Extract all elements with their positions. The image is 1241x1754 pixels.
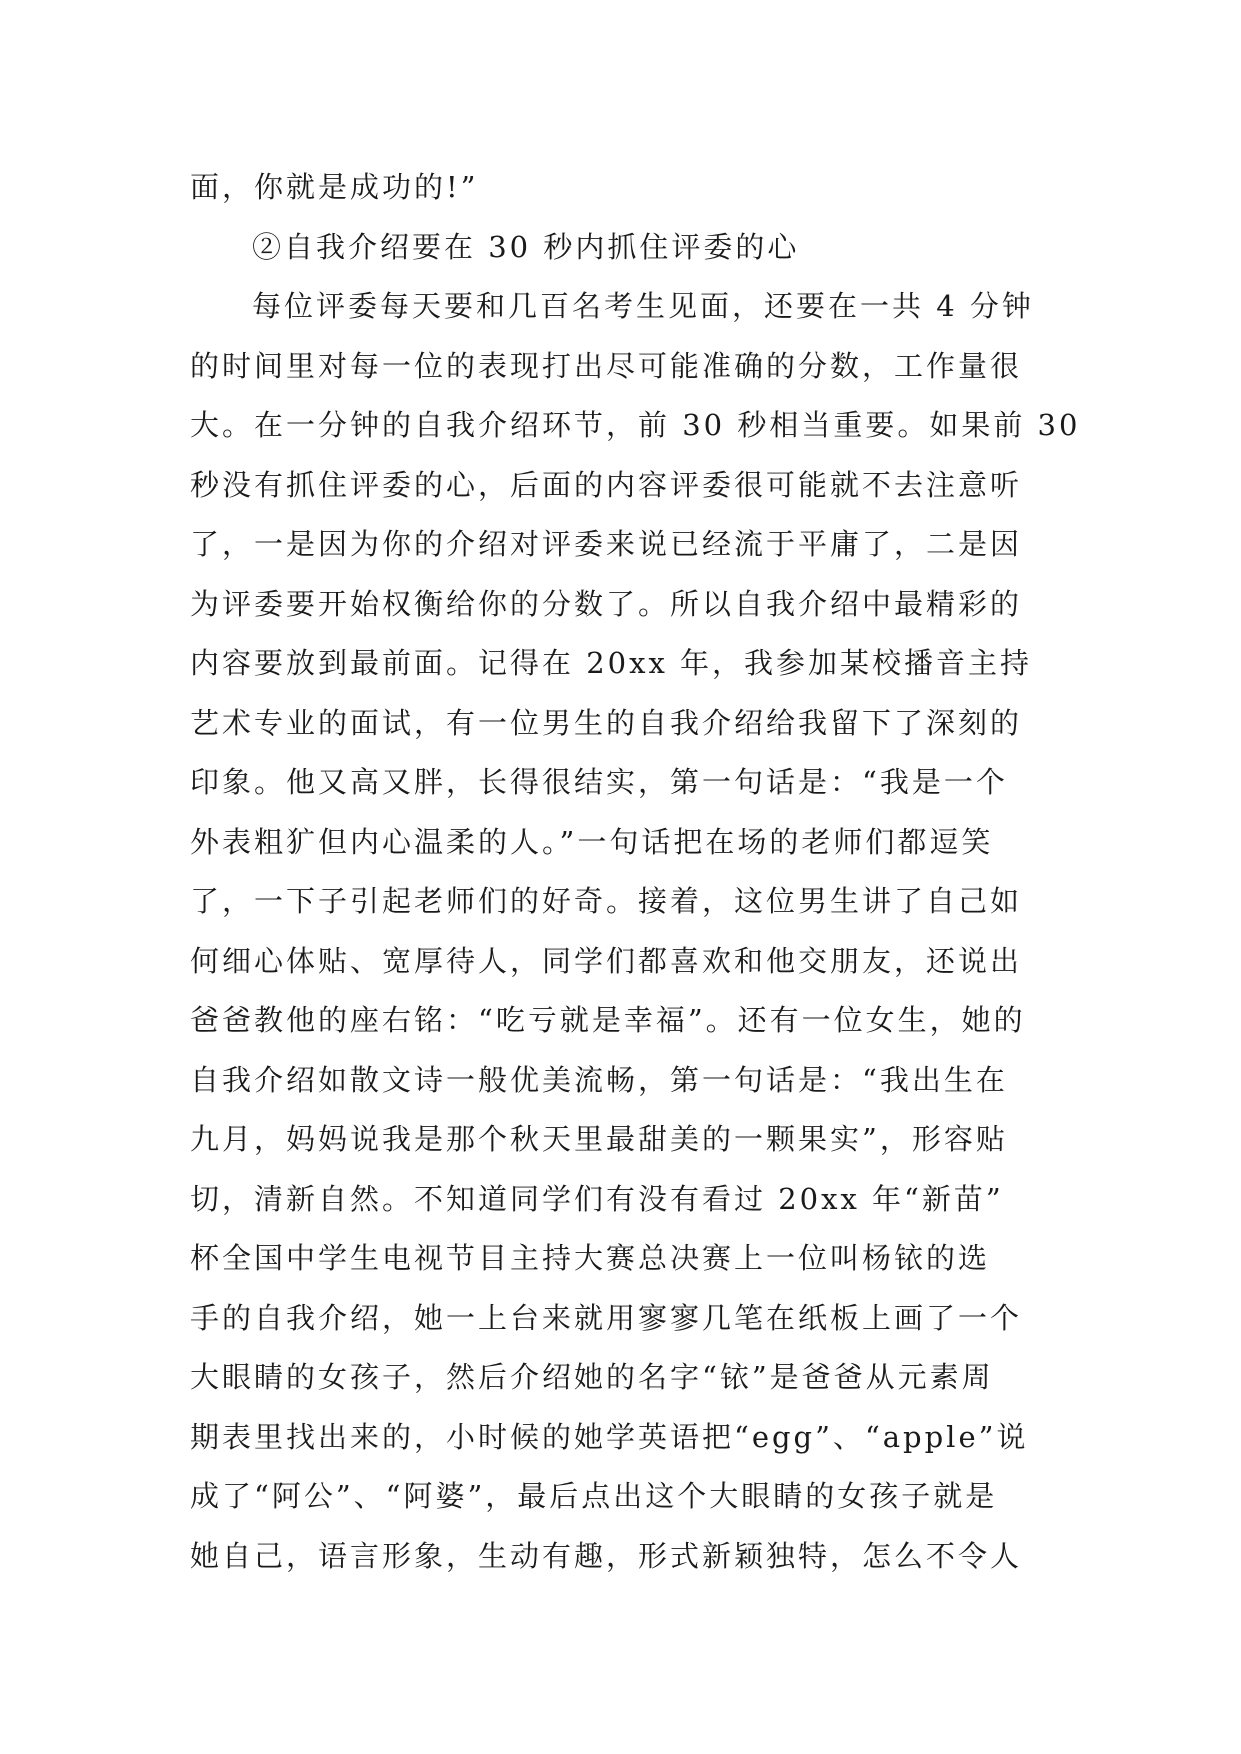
paragraph-line: 为评委要开始权衡给你的分数了。所以自我介绍中最精彩的 — [190, 586, 1023, 621]
paragraph-line: 艺术专业的面试，有一位男生的自我介绍给我留下了深刻的 — [190, 705, 1023, 740]
paragraph-line: 每位评委每天要和几百名考生见面，还要在一共 4 分钟 — [252, 289, 1034, 323]
paragraph-line: 面，你就是成功的!” — [190, 170, 479, 204]
document-body — [190, 158, 1081, 1586]
paragraph-line: 了，一下子引起老师们的好奇。接着，这位男生讲了自己如 — [190, 884, 1023, 918]
paragraph-line: 了，一是因为你的介绍对评委来说已经流于平庸了，二是因 — [190, 527, 1023, 561]
paragraph-line: 杯全国中学生电视节目主持大赛总决赛上一位叫杨铱的选 — [190, 1241, 991, 1275]
section-heading: ②自我介绍要在 30 秒内抓住评委的心 — [252, 229, 800, 264]
paragraph-line: 外表粗犷但内心温柔的人。”一句话把在场的老师们都逗笑 — [190, 824, 994, 859]
paragraph-line: 手的自我介绍，她一上台来就用寥寥几笔在纸板上画了一个 — [190, 1300, 1023, 1335]
paragraph-line: 期表里找出来的，小时候的她学英语把“egg”、“apple”说 — [190, 1419, 1029, 1454]
paragraph-line: 何细心体贴、宽厚待人，同学们都喜欢和他交朋友，还说出 — [190, 943, 1023, 978]
paragraph-line: 九月，妈妈说我是那个秋天里最甜美的一颗果实”，形容贴 — [190, 1122, 1008, 1156]
paragraph-line: 内容要放到最前面。记得在 20xx 年，我参加某校播音主持 — [190, 646, 1033, 680]
paragraph-line: 爸爸教他的座右铭：“吃亏就是幸福”。还有一位女生，她的 — [190, 1003, 1026, 1037]
paragraph-line: 自我介绍如散文诗一般优美流畅，第一句话是：“我出生在 — [190, 1062, 1008, 1097]
paragraph-line: 大眼睛的女孩子，然后介绍她的名字“铱”是爸爸从元素周 — [190, 1360, 994, 1394]
paragraph-line: 切，清新自然。不知道同学们有没有看过 20xx 年“新苗” — [190, 1181, 1004, 1216]
paragraph-line: 她自己，语言形象，生动有趣，形式新颖独特，怎么不令人 — [190, 1538, 1023, 1573]
paragraph-line: 大。在一分钟的自我介绍环节，前 30 秒相当重要。如果前 30 — [190, 408, 1081, 442]
paragraph-line: 印象。他又高又胖，长得很结实，第一句话是：“我是一个 — [190, 765, 1008, 799]
paragraph-line: 成了“阿公”、“阿婆”，最后点出这个大眼睛的女孩子就是 — [190, 1479, 998, 1513]
paragraph-line: 秒没有抓住评委的心，后面的内容评委很可能就不去注意听 — [190, 467, 1023, 502]
paragraph-line: 的时间里对每一位的表现打出尽可能准确的分数，工作量很 — [190, 348, 1023, 383]
